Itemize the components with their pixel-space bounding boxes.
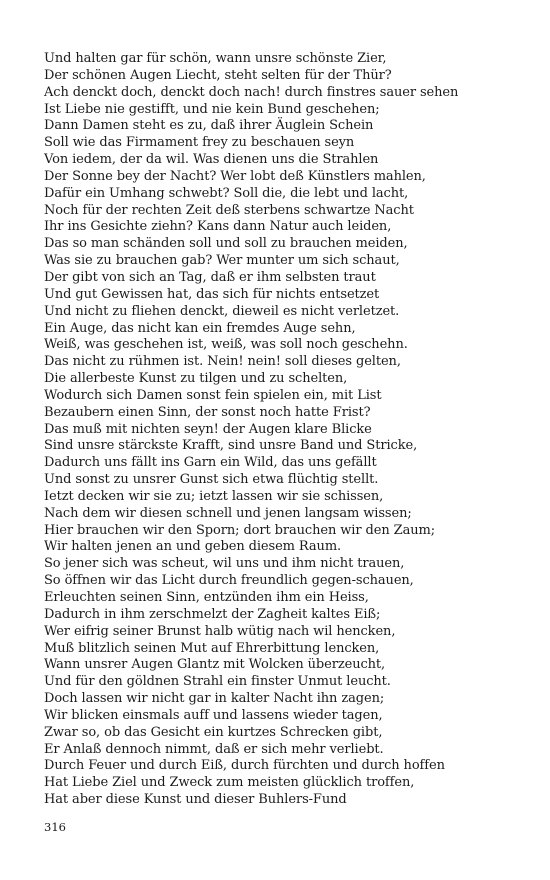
poem-line: Bezaubern einen Sinn, der sonst noch hatte Frist? (44, 404, 371, 420)
poem-line: Und nicht zu fliehen denckt, dieweil es nicht verletzet. (44, 303, 400, 319)
poem-line: Die allerbeste Kunst zu tilgen und zu schelten, (44, 371, 348, 387)
poem-line: Nach dem wir diesen schnell und jenen langsam wissen; (44, 505, 412, 521)
poem-line: Und für den göldnen Strahl ein finster Unmut leucht. (44, 674, 391, 690)
poem-line: Sind unsre stärckste Krafft, sind unsre Band und Stricke, (44, 438, 418, 454)
poem-line: Dadurch in ihm zerschmelzt der Zagheit kaltes Eiß; (44, 606, 381, 622)
poem-line: Doch lassen wir nicht gar in kalter Nacht ihn zagen; (44, 691, 385, 707)
poem-line: Ist Liebe nie gestifft, und nie kein Bund geschehen; (44, 101, 380, 117)
poem-line: Und halten gar für schön, wann unsre schönste Zier, (44, 51, 387, 66)
poem-line: Dann Damen steht es zu, daß ihrer Äuglein Schein (44, 118, 374, 134)
poem-line: Das nicht zu rühmen ist. Nein! nein! soll dieses gelten, (44, 354, 401, 370)
poem-line: Wer eifrig seiner Brunst halb wütig nach wil hencken, (44, 623, 396, 639)
poem-text (44, 51, 544, 809)
poem-line: Hat aber diese Kunst und dieser Buhlers-Fund (44, 792, 347, 808)
poem-line: Erleuchten seinen Sinn, entzünden ihm ein Heiss, (44, 590, 369, 605)
poem-line: Noch für der rechten Zeit deß sterbens schwartze Nacht (44, 202, 414, 218)
poem-line: Der Sonne bey der Nacht? Wer lobt deß Künstlers mahlen, (44, 168, 426, 184)
page-number: 316 (44, 820, 66, 834)
poem-line: Soll wie das Firmament frey zu beschauen seyn (44, 135, 355, 151)
poem-line: Das so man schänden soll und soll zu brauchen meiden, (44, 236, 408, 252)
poem-line: So öffnen wir das Licht durch freundlich gegen-schauen, (44, 573, 414, 589)
poem-line: Und sonst zu unsrer Gunst sich etwa flüchtig stellt. (44, 472, 379, 488)
poem-line: Wir halten jenen an und geben diesem Raum. (44, 539, 342, 555)
poem-line: Ein Auge, das nicht kan ein fremdes Auge sehn, (44, 320, 356, 336)
poem-line: Das muß mit nichten seyn! der Augen klare Blicke (44, 421, 372, 437)
poem-line: Von iedem, der da wil. Was dienen uns die Strahlen (44, 152, 379, 168)
poem-line: Der gibt von sich an Tag, daß er ihm selbsten traut (44, 269, 376, 285)
poem-line: Muß blitzlich seinen Mut auf Ehrerbittung lencken, (44, 640, 380, 656)
poem-line: Was sie zu brauchen gab? Wer munter um sich schaut, (44, 253, 400, 269)
poem-line: Wir blicken einsmals auff und lassens wieder tagen, (44, 707, 383, 723)
poem-line: Weiß, was geschehen ist, weiß, was soll noch geschehn. (44, 337, 408, 353)
poem-line: Er Anlaß dennoch nimmt, daß er sich mehr verliebt. (44, 741, 384, 757)
poem-line: Ihr ins Gesichte ziehn? Kans dann Natur auch leiden, (44, 219, 392, 235)
poem-line: Wodurch sich Damen sonst fein spielen ein, mit List (44, 387, 382, 403)
poem-line: Und gut Gewissen hat, das sich für nichts entsetzet (44, 286, 380, 302)
poem-line: Dadurch uns fällt ins Garn ein Wild, das uns gefällt (44, 455, 377, 471)
poem-line: Der schönen Augen Liecht, steht selten für der Thür? (44, 67, 392, 83)
poem-line: Ietzt decken wir sie zu; ietzt lassen wir sie schissen, (44, 488, 384, 504)
poem-line: Ach denckt doch, denckt doch nach! durch finstres sauer sehen (44, 84, 459, 100)
poem-line: Durch Feuer und durch Eiß, durch fürchten und durch hoffen (44, 758, 445, 774)
poem-line: Zwar so, ob das Gesicht ein kurtzes Schrecken gibt, (44, 724, 383, 740)
poem-line: Wann unsrer Augen Glantz mit Wolcken überzeucht, (44, 657, 386, 673)
poem-line: Hat Liebe Ziel und Zweck zum meisten glücklich troffen, (44, 775, 415, 791)
poem-line: Dafür ein Umhang schwebt? Soll die, die lebt und lacht, (44, 185, 409, 201)
poem-line: So jener sich was scheut, wil uns und ihm nicht trauen, (44, 556, 405, 572)
poem-line: Hier brauchen wir den Sporn; dort brauchen wir den Zaum; (44, 522, 435, 538)
